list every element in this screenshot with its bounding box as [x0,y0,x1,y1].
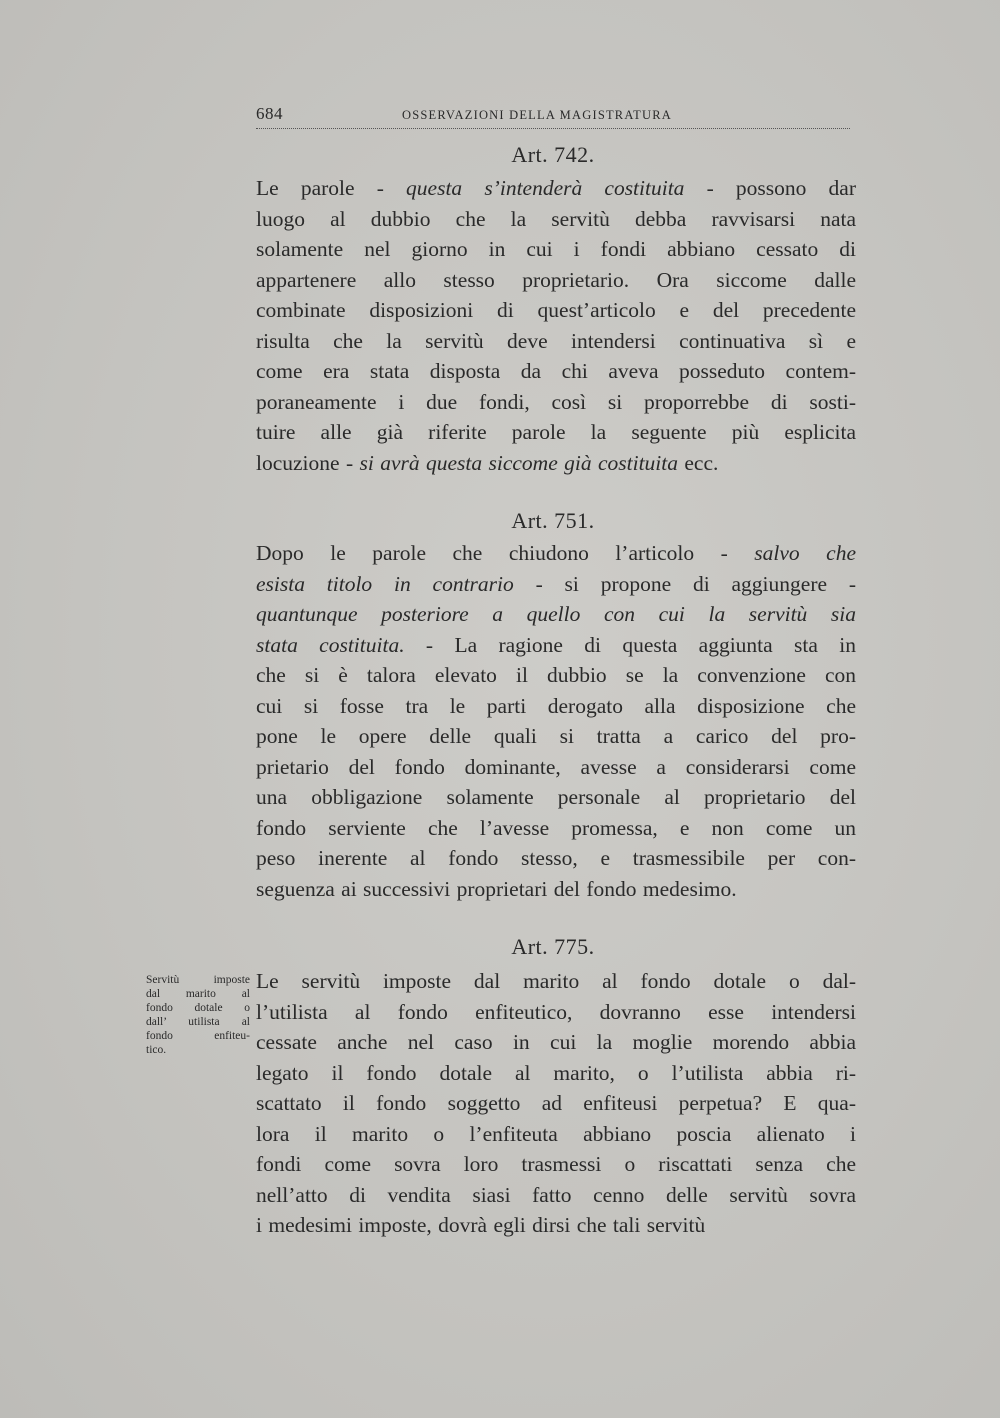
text-run: luogo al dubbio che la servitù debba ravvisarsi nata [256,206,856,231]
text-line [256,448,856,479]
text-line [256,966,856,997]
text-line [256,1210,856,1241]
text-run: ecc. [678,450,719,475]
text-run: appartenere allo stesso proprietario. Ora siccome dalle [256,267,856,292]
italic-run: quantunque posteriore a quello con cui la servitù sia [256,602,856,626]
italic-run: esista titolo in contrario [256,571,514,596]
text-line [256,569,856,600]
text-line [256,752,856,783]
text-run: fondo serviente che l’avesse promessa, e non come un [256,815,856,840]
text-line [256,660,856,691]
text-line [256,997,856,1028]
text-run: legato il fondo dotale al marito, o l’utilista abbia ri- [256,1060,856,1085]
text-line [256,874,856,905]
text-line [256,387,856,418]
text-run: locuzione - [256,450,360,475]
text-run: poraneamente i due fondi, così si proporrebbe di sosti- [256,389,856,414]
text-line [256,204,856,235]
text-line [256,1027,856,1058]
text-line [256,234,856,265]
text-run: scattato il fondo soggetto ad enfiteusi perpetua? E qua- [256,1091,856,1115]
text-run: prietario del fondo dominante, avesse a considerarsi come [256,754,856,779]
text-run: che si è talora elevato il dubbio se la convenzione con [256,663,856,687]
text-line [256,1058,856,1089]
page-number: 684 [256,104,283,123]
text-run: - possono dar [684,176,856,200]
text-run: solamente nel giorno in cui i fondi abbiano cessato di [256,237,856,261]
text-line [256,295,856,326]
text-line [256,538,856,569]
text-line [256,599,856,630]
text-line [256,1180,856,1211]
text-run: peso inerente al fondo stesso, e trasmessibile per con- [256,846,856,870]
marginal-note-line: Servitù imposte [146,974,250,986]
text-line [256,630,856,661]
text-run: l’utilista al fondo enfiteutico, dovranno esse intendersi [256,999,856,1024]
text-line [256,721,856,752]
italic-run: salvo che [754,541,856,565]
text-line [256,265,856,296]
text-run: - si propone di aggiungere - [513,571,856,596]
text-run: cui si fosse tra le parti derogato alla disposizione che [256,693,856,718]
text-line [256,813,856,844]
text-line [256,782,856,813]
text-run: Le parole - [256,176,407,200]
running-title: OSSERVAZIONI DELLA MAGISTRATURA [402,108,673,122]
text-run: lora il marito o l’enfiteuta abbiano poscia alienato i [256,1121,856,1146]
text-run: nell’atto di vendita siasi fatto cenno delle servitù sovra [256,1182,856,1207]
article-body-742 [256,173,856,478]
text-line [256,691,856,722]
italic-run: questa s’intenderà costituita [406,176,685,200]
text-run: come era stata disposta da chi aveva posseduto contem- [256,359,856,383]
italic-run: stata costituita. [256,632,405,657]
text-run: una obbligazione solamente personale al proprietario del [256,785,856,809]
marginal-note-line: tico. [146,1044,167,1056]
text-run: i medesimi imposte, dovrà egli dirsi che tali servitù [256,1213,706,1237]
text-run: seguenza ai successivi proprietari del fondo medesimo. [256,876,737,901]
running-head [256,100,850,129]
text-run: risulta che la servitù deve intendersi continuativa sì e [256,328,856,353]
text-line [256,843,856,874]
text-line [256,326,856,357]
italic-run: si avrà questa siccome già costituita [359,450,679,475]
text-line [256,417,856,448]
text-run: cessate anche nel caso in cui la moglie morendo abbia [256,1030,856,1054]
text-run: pone le opere delle quali si tratta a carico del pro- [256,724,856,748]
marginal-note-line: dall’ utilista al [146,1016,250,1028]
text-run: tuire alle già riferite parole la seguente più esplicita [256,420,856,444]
article-heading-775: Art. 775. [511,934,595,959]
text-run: fondi come sovra loro trasmessi o riscattati senza che [256,1152,856,1176]
text-run: combinate disposizioni di quest’articolo e del precedente [256,298,856,322]
marginal-note-line: fondo dotale o [146,1002,250,1014]
article-heading-742: Art. 742. [511,142,595,167]
text-run: Dopo le parole che chiudono l’articolo - [256,541,755,565]
text-run: - La ragione di questa aggiunta sta in [404,632,857,657]
text-line [256,1088,856,1119]
text-line [256,356,856,387]
text-run: Le servitù imposte dal marito al fondo dotale o dal- [256,969,856,993]
marginal-note-line: fondo enfiteu- [146,1030,250,1042]
marginal-note [146,973,250,1057]
text-line [256,1149,856,1180]
article-heading-751: Art. 751. [511,508,595,533]
article-body-751 [256,538,856,904]
text-line [256,173,856,204]
text-line [256,1119,856,1150]
article-body-775 [256,966,856,1241]
marginal-note-line: dal marito al [146,988,250,1000]
